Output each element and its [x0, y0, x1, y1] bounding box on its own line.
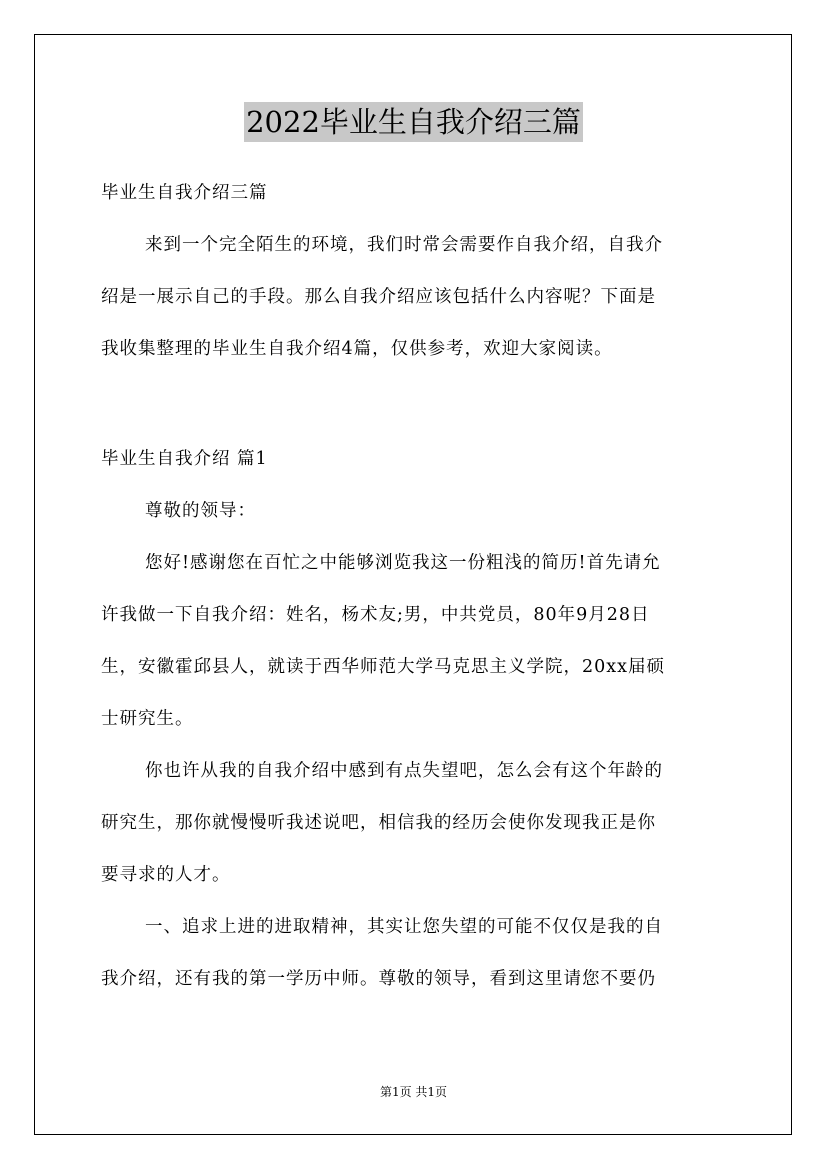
- paragraph-line: 一、追求上进的进取精神，其实让您失望的可能不仅仅是我的自: [145, 917, 663, 937]
- page-footer: [0, 1084, 827, 1100]
- intro-line: 来到一个完全陌生的环境，我们时常会需要作自我介绍，自我介: [145, 235, 663, 255]
- paragraph-line: 许我做一下自我介绍：姓名，杨术友;男，中共党员，80年9月28日: [101, 605, 650, 625]
- paragraph-line: 我介绍，还有我的第一学历中师。尊敬的领导，看到这里请您不要仍: [101, 969, 656, 989]
- intro-line: 我收集整理的毕业生自我介绍4篇，仅供参考，欢迎大家阅读。: [101, 339, 613, 359]
- salutation: 尊敬的领导：: [145, 501, 256, 521]
- document-subtitle: 毕业生自我介绍三篇: [101, 183, 268, 203]
- section-spacer: [101, 375, 727, 433]
- paragraph-line: 你也许从我的自我介绍中感到有点失望吧，怎么会有这个年龄的: [145, 761, 663, 781]
- title-container: [0, 102, 827, 142]
- document-title: 2022毕业生自我介绍三篇: [244, 102, 583, 142]
- paragraph-line: 您好!感谢您在百忙之中能够浏览我这一份粗浅的简历!首先请允: [145, 553, 661, 573]
- paragraph-line: 要寻求的人才。: [101, 865, 231, 885]
- document-body: [101, 167, 727, 1005]
- intro-line: 绍是一展示自己的手段。那么自我介绍应该包括什么内容呢？下面是: [101, 287, 656, 307]
- paragraph-line: 研究生，那你就慢慢听我述说吧，相信我的经历会使你发现我正是你: [101, 813, 656, 833]
- section-heading: 毕业生自我介绍 篇1: [101, 449, 268, 469]
- paragraph-line: 士研究生。: [101, 709, 194, 729]
- page-number: 第1页 共1页: [379, 1085, 448, 1099]
- paragraph-line: 生，安徽霍邱县人，就读于西华师范大学马克思主义学院，20xx届硕: [101, 657, 666, 677]
